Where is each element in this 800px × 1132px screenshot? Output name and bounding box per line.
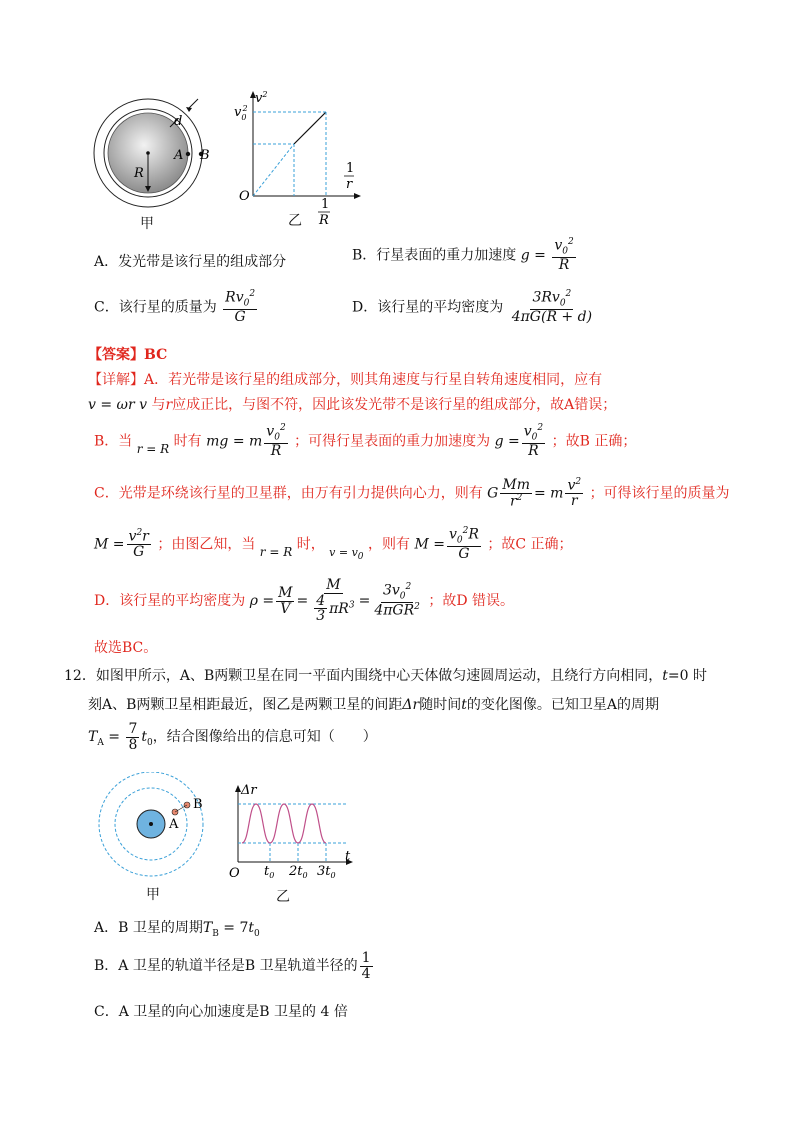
tick-x-num: 1 xyxy=(321,197,330,212)
figure-planet-ring xyxy=(90,95,220,235)
label-d: d xyxy=(174,114,183,129)
label-sat-b: B xyxy=(193,797,203,812)
conclusion: 故选BC。 xyxy=(94,640,158,656)
tick-3t0: $3t_0$ xyxy=(317,864,336,880)
detail-b: B．当 r = R 时有 mg = m $\frac{v_0^2}{R}$ ；可得行星表面的重力加速度为 g = $\frac{v_0^2}{R}$ ；故B 正确； xyxy=(94,423,637,459)
tick-2t0: $2t_0$ xyxy=(289,864,308,880)
label-r: R xyxy=(134,166,144,181)
q12-option-a: A．B 卫星的周期$T_B = 7t_0$ xyxy=(94,920,260,939)
q11-option-d: D．该行星的平均密度为 $\frac{3Rv_0^2}{4\pi G(R + d)}$ xyxy=(352,289,593,325)
q12-stem-line1: 12．如图甲所示，A、B两颗卫星在同一平面内围绕中心天体做匀速圆周运动，且绕行方向相同，t=0 时 xyxy=(64,668,707,684)
figure-v2-vs-1-over-r xyxy=(228,88,368,228)
axis-y-label: $v^2$ xyxy=(255,90,268,106)
axis-t-label: t xyxy=(345,849,351,864)
axis-x-num: 1 xyxy=(346,161,355,176)
fig2-caption-right: 乙 xyxy=(276,889,290,905)
fig1-caption-right: 乙 xyxy=(288,213,302,229)
figure-orbits xyxy=(96,772,216,882)
label-a: A xyxy=(174,148,184,163)
fig2-caption-left: 甲 xyxy=(146,887,160,903)
origin-o: O xyxy=(229,866,240,881)
q12-option-b: B．A 卫星的轨道半径是B 卫星轨道半径的 $\frac{1}{4}$ xyxy=(94,950,371,982)
q11-option-b: B．行星表面的重力加速度 g = $\frac{v_0^2}{R}$ xyxy=(352,237,574,273)
detail-a-line2: v = ωr v 与r应成正比，与图不符，因此该发光带不是该行星的组成部分，故A错误； xyxy=(88,397,617,413)
origin-label: O xyxy=(239,189,250,204)
detail-a-line1: 【详解】A．若光带是该行星的组成部分，则其角速度与行星自转角速度相同，应有 xyxy=(88,372,603,388)
fig1-caption-left: 甲 xyxy=(140,216,154,232)
tick-v0: $v_02$ xyxy=(234,104,248,122)
label-sat-a: A xyxy=(169,817,179,832)
tick-t0: $t_0$ xyxy=(264,864,275,880)
q11-option-a: A．发光带是该行星的组成部分 xyxy=(94,254,287,270)
q12-stem-line3: $T_A$ = $\frac{7}{8}$ $t_0$，结合图像给出的信息可知（ ） xyxy=(88,721,377,753)
axis-x-den: r xyxy=(346,177,353,192)
detail-c-line2: M = $\frac{v^2r}{G}$ ；由图乙知，当 r = R 时， $_{v = v_0}$ ，则有 M = $\frac{v_0^2R}{G}$ ；故C 正确； xyxy=(94,526,573,563)
axis-dr-label: Δr xyxy=(241,783,257,798)
detail-d: D．该行星的平均密度为 ρ = $\frac{M}{V}$ = M $\frac{4}{3}$ $\pi R^3$ = $\frac{3v_0^2}{4\pi GR^2}$ ；故D 错误。 xyxy=(94,577,515,625)
detail-c-line1: C．光带是环绕该行星的卫星群，由万有引力提供向心力，则有 G $\frac{Mm}{r^2}$ = m $\frac{v^2}{r}$ ；可得该行星的质量为 xyxy=(94,477,730,510)
answer-line: 【答案】BC xyxy=(88,347,168,363)
q12-option-c: C．A 卫星的向心加速度是B 卫星的 4 倍 xyxy=(94,1004,348,1020)
tick-x-den: R xyxy=(319,213,329,228)
figure-dr-vs-t xyxy=(228,782,358,887)
dr-curve xyxy=(242,804,326,843)
label-b: B xyxy=(200,148,210,163)
q12-stem-line2: 刻A、B两颗卫星相距最近，图乙是两颗卫星的间距Δr随时间t的变化图像。已知卫星A的周期 xyxy=(88,697,659,713)
q11-option-c: C．该行星的质量为 $\frac{Rv_0^2}{G}$ xyxy=(94,289,256,325)
